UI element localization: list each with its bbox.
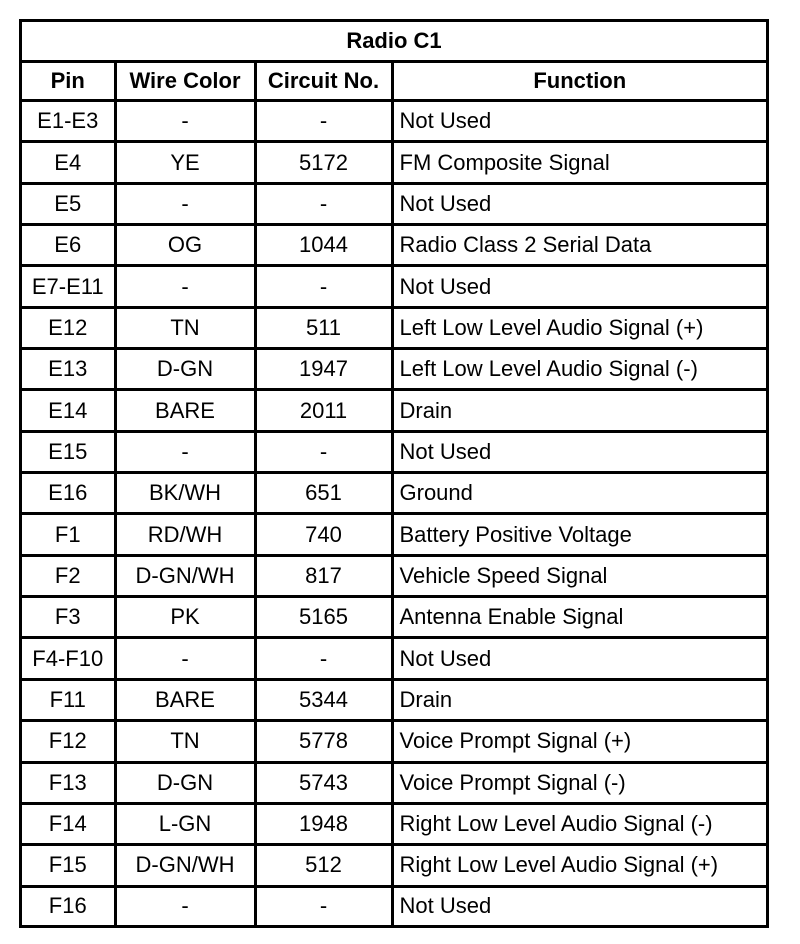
table-row [22, 803, 766, 844]
cell-function: Left Low Level Audio Signal (-) [392, 349, 766, 390]
cell-wire-color: - [115, 101, 255, 142]
cell-function: Not Used [392, 101, 766, 142]
table-row [22, 555, 766, 596]
cell-pin: F2 [22, 555, 115, 596]
cell-wire-color: YE [115, 142, 255, 183]
cell-wire-color: D-GN [115, 762, 255, 803]
table-row [22, 886, 766, 925]
table-row [22, 679, 766, 720]
cell-function: Drain [392, 390, 766, 431]
table-row [22, 349, 766, 390]
table-row [22, 845, 766, 886]
cell-function: Left Low Level Audio Signal (+) [392, 307, 766, 348]
header-function: Function [392, 62, 766, 101]
cell-pin: E7-E11 [22, 266, 115, 307]
cell-circuit-number: 5778 [255, 721, 392, 762]
cell-circuit-number: 1948 [255, 803, 392, 844]
cell-pin: F13 [22, 762, 115, 803]
cell-wire-color: TN [115, 721, 255, 762]
table-row [22, 721, 766, 762]
cell-circuit-number: - [255, 183, 392, 224]
cell-wire-color: BARE [115, 390, 255, 431]
cell-function: Not Used [392, 886, 766, 925]
cell-pin: E6 [22, 225, 115, 266]
cell-circuit-number: - [255, 886, 392, 925]
cell-wire-color: - [115, 638, 255, 679]
cell-wire-color: L-GN [115, 803, 255, 844]
table-row [22, 183, 766, 224]
cell-circuit-number: 512 [255, 845, 392, 886]
cell-circuit-number: - [255, 431, 392, 472]
cell-wire-color: OG [115, 225, 255, 266]
cell-pin: E4 [22, 142, 115, 183]
cell-function: Not Used [392, 431, 766, 472]
table-title-row [22, 22, 766, 62]
cell-function: Ground [392, 473, 766, 514]
cell-circuit-number: 5344 [255, 679, 392, 720]
cell-circuit-number: 511 [255, 307, 392, 348]
cell-circuit-number: 5743 [255, 762, 392, 803]
cell-function: Voice Prompt Signal (-) [392, 762, 766, 803]
table-row [22, 638, 766, 679]
cell-function: Radio Class 2 Serial Data [392, 225, 766, 266]
cell-wire-color: - [115, 183, 255, 224]
cell-pin: E15 [22, 431, 115, 472]
table-row [22, 266, 766, 307]
cell-circuit-number: - [255, 638, 392, 679]
table-row [22, 514, 766, 555]
cell-circuit-number: - [255, 101, 392, 142]
cell-function: Voice Prompt Signal (+) [392, 721, 766, 762]
cell-circuit-number: - [255, 266, 392, 307]
cell-function: Antenna Enable Signal [392, 597, 766, 638]
cell-circuit-number: 817 [255, 555, 392, 596]
table-row [22, 307, 766, 348]
cell-pin: F11 [22, 679, 115, 720]
header-wire-color: Wire Color [115, 62, 255, 101]
cell-pin: F4-F10 [22, 638, 115, 679]
cell-function: Battery Positive Voltage [392, 514, 766, 555]
table-row [22, 597, 766, 638]
table-row [22, 390, 766, 431]
cell-wire-color: PK [115, 597, 255, 638]
cell-circuit-number: 740 [255, 514, 392, 555]
table-title: Radio C1 [22, 22, 766, 62]
cell-wire-color: RD/WH [115, 514, 255, 555]
cell-circuit-number: 651 [255, 473, 392, 514]
cell-pin: E14 [22, 390, 115, 431]
cell-circuit-number: 5165 [255, 597, 392, 638]
cell-function: Not Used [392, 266, 766, 307]
cell-function: Right Low Level Audio Signal (+) [392, 845, 766, 886]
cell-pin: F15 [22, 845, 115, 886]
cell-circuit-number: 5172 [255, 142, 392, 183]
cell-wire-color: TN [115, 307, 255, 348]
cell-wire-color: D-GN [115, 349, 255, 390]
cell-wire-color: D-GN/WH [115, 555, 255, 596]
cell-wire-color: - [115, 886, 255, 925]
cell-pin: F14 [22, 803, 115, 844]
cell-pin: F16 [22, 886, 115, 925]
connector-table-frame [19, 19, 769, 928]
cell-function: FM Composite Signal [392, 142, 766, 183]
cell-circuit-number: 1947 [255, 349, 392, 390]
cell-wire-color: - [115, 431, 255, 472]
cell-pin: F3 [22, 597, 115, 638]
cell-pin: E13 [22, 349, 115, 390]
table-row [22, 101, 766, 142]
cell-pin: E12 [22, 307, 115, 348]
cell-circuit-number: 1044 [255, 225, 392, 266]
connector-pinout-table [22, 22, 766, 925]
cell-pin: E5 [22, 183, 115, 224]
table-row [22, 225, 766, 266]
cell-pin: F1 [22, 514, 115, 555]
table-header-row [22, 62, 766, 101]
cell-function: Not Used [392, 638, 766, 679]
cell-wire-color: D-GN/WH [115, 845, 255, 886]
cell-pin: E1-E3 [22, 101, 115, 142]
cell-function: Vehicle Speed Signal [392, 555, 766, 596]
table-row [22, 762, 766, 803]
cell-function: Not Used [392, 183, 766, 224]
table-row [22, 431, 766, 472]
cell-pin: E16 [22, 473, 115, 514]
cell-function: Right Low Level Audio Signal (-) [392, 803, 766, 844]
table-row [22, 473, 766, 514]
table-body [22, 101, 766, 926]
cell-circuit-number: 2011 [255, 390, 392, 431]
header-circuit-number: Circuit No. [255, 62, 392, 101]
cell-wire-color: BK/WH [115, 473, 255, 514]
cell-function: Drain [392, 679, 766, 720]
header-pin: Pin [22, 62, 115, 101]
cell-pin: F12 [22, 721, 115, 762]
cell-wire-color: - [115, 266, 255, 307]
table-row [22, 142, 766, 183]
cell-wire-color: BARE [115, 679, 255, 720]
